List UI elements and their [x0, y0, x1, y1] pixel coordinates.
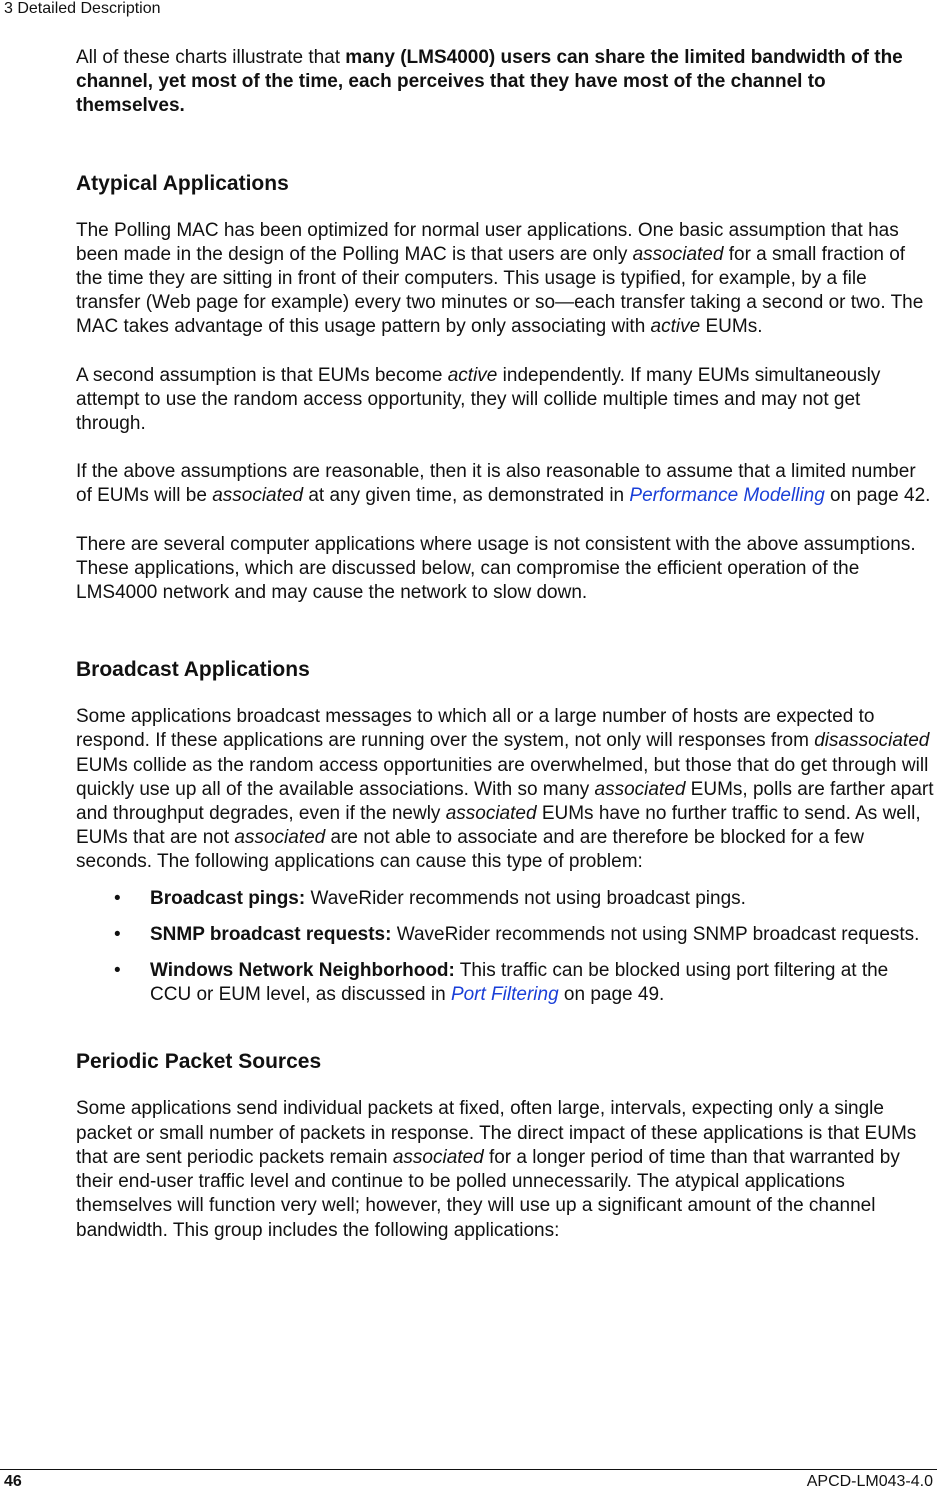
- page-content: [76, 46, 934, 1267]
- list-item: • Windows Network Neighborhood: This traffic can be blocked using port filtering at the CCU or EUM level, as discussed in Port Filtering on page 49.: [114, 960, 889, 1006]
- bullet-icon: •: [114, 960, 121, 982]
- bullet-icon: •: [114, 923, 121, 945]
- running-header: 3 Detailed Description: [4, 0, 161, 17]
- list-item: • Broadcast pings: WaveRider recommends not using broadcast pings.: [76, 887, 934, 911]
- port-filtering-link[interactable]: Port Filtering: [450, 984, 559, 1006]
- document-id: APCD-LM043-4.0: [806, 1473, 933, 1490]
- heading-atypical-applications: Atypical Applications: [76, 171, 289, 195]
- list-item: • SNMP broadcast requests: WaveRider recommends not using SNMP broadcast requests.: [76, 923, 934, 947]
- periodic-paragraph-1: Some applications send individual packets at fixed, often large, intervals, expecting only a single packet or small number of packets in response. The direct impact of these applications is that EUMs that are sent periodic packets remain associated for a longer period of time than that warranted by their end-user traffic level and continue to be polled unnecessarily. The atypical applications themselves will function very well; however, they will use up a significant amount of the channel bandwidth. This group includes the following applications:: [76, 1098, 917, 1241]
- footer-divider: [0, 1469, 937, 1470]
- atypical-paragraph-1: The Polling MAC has been optimized for normal user applications. One basic assumption that has been made in the design of the Polling MAC is that users are only associated for a small fraction of the time they are sitting in front of their computers. This usage is typified, for example, by a file transfer (Web page for example) every two minutes or so—each transfer taking a second or two. The MAC takes advantage of this usage pattern by only associating with active EUMs.: [76, 219, 924, 338]
- atypical-paragraph-2: A second assumption is that EUMs become active independently. If many EUMs simultaneously attempt to use the random access opportunity, they will collide multiple times and may not get through.: [76, 364, 881, 435]
- intro-paragraph: [76, 46, 934, 119]
- intro-emphasis: many (LMS4000) users can share the limited bandwidth of the channel, yet most of the time, each perceives that they have most of the channel to themselves.: [76, 47, 903, 117]
- intro-text: All of these charts illustrate that: [76, 47, 346, 68]
- atypical-paragraph-4: There are several computer applications where usage is not consistent with the above assumptions. These applications, which are discussed below, can compromise the efficient operation of the LMS4000 network and may cause the network to slow down.: [76, 533, 916, 604]
- broadcast-problem-list: [76, 887, 934, 1008]
- performance-modelling-link[interactable]: Performance Modelling: [629, 485, 825, 507]
- atypical-paragraph-3: If the above assumptions are reasonable, then it is also reasonable to assume that a limited number of EUMs will be associated at any given time, as demonstrated in Performance Modelling on page 42.: [76, 461, 931, 507]
- heading-periodic-packet-sources: Periodic Packet Sources: [76, 1050, 322, 1074]
- broadcast-paragraph-1: Some applications broadcast messages to which all or a large number of hosts are expected to respond. If these applications are running over the system, not only will responses from disassociated EUMs collide as the random access opportunities are overwhelmed, but those that do get through will quickly use up all of the available associations. With so many associated EUMs, polls are farther apart and throughput degrades, even if the newly associated EUMs have no further traffic to send. As well, EUMs that are not associated are not able to associate and are therefore be blocked for a few seconds. The following applications can cause this type of problem:: [76, 706, 934, 873]
- bullet-icon: •: [114, 887, 121, 909]
- heading-broadcast-applications: Broadcast Applications: [76, 658, 310, 682]
- page-number: 46: [4, 1473, 22, 1490]
